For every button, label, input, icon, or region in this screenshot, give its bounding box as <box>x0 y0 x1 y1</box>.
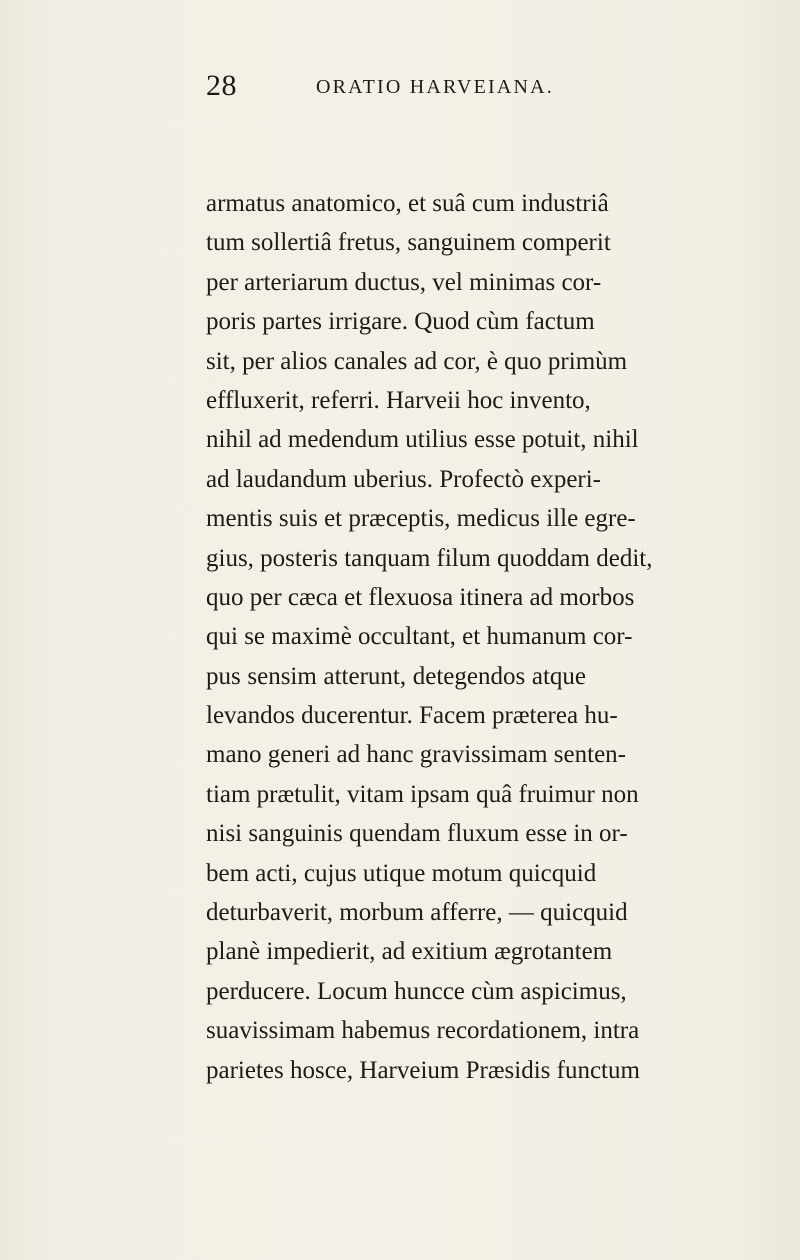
page-header <box>206 66 586 106</box>
page-number: 28 <box>206 69 237 102</box>
text-line: tum sollertiâ fretus, sanguinem comperit <box>206 229 611 257</box>
body-text <box>206 184 653 1090</box>
text-line: suavissimam habemus recordationem, intra <box>206 1017 640 1045</box>
text-line: qui se maximè occultant, et humanum cor- <box>206 623 633 651</box>
text-line: armatus anatomico, et suâ cum industriâ <box>206 190 609 217</box>
text-line: bem acti, cujus utique motum quicquid <box>206 859 597 887</box>
text-line: ad laudandum uberius. Profectò experi- <box>206 465 602 493</box>
text-line: effluxerit, referri. Harveii hoc invento, <box>206 386 591 414</box>
text-line: levandos ducerentur. Facem præterea hu- <box>206 702 618 730</box>
text-line: nisi sanguinis quendam fluxum esse in or- <box>206 820 628 848</box>
text-line: poris partes irrigare. Quod cùm factum <box>206 308 595 336</box>
text-line: nihil ad medendum utilius esse potuit, nihil <box>206 426 639 454</box>
text-line: tiam prætulit, vitam ipsam quâ fruimur non <box>206 780 639 808</box>
text-line: sit, per alios canales ad cor, è quo primùm <box>206 347 628 375</box>
text-line: per arteriarum ductus, vel minimas cor- <box>206 268 602 296</box>
text-line: quo per cæca et flexuosa itinera ad morbos <box>206 583 635 611</box>
text-line: planè impedierit, ad exitium ægrotantem <box>206 938 613 966</box>
text-line: mentis suis et præceptis, medicus ille egre- <box>206 505 636 533</box>
text-line: parietes hosce, Harveium Præsidis functum <box>206 1056 640 1084</box>
running-head: ORATIO HARVEIANA. <box>316 76 555 98</box>
text-line: perducere. Locum huncce cùm aspicimus, <box>206 977 627 1005</box>
text-line: mano generi ad hanc gravissimam senten- <box>206 741 626 769</box>
text-line: deturbaverit, morbum afferre, — quicquid <box>206 899 628 927</box>
text-line: pus sensim atterunt, detegendos atque <box>206 662 586 690</box>
text-line: gius, posteris tanquam filum quoddam dedit, <box>206 544 653 572</box>
